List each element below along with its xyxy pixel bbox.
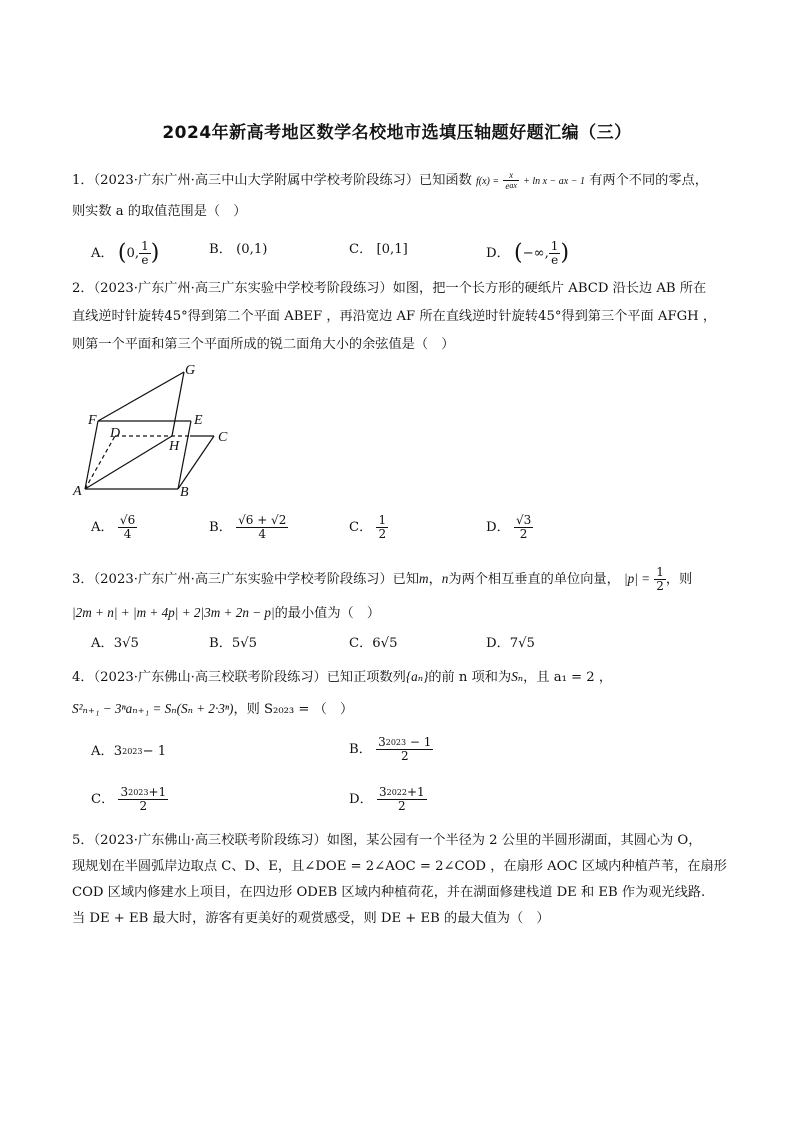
q3-vector-n: n	[441, 571, 449, 586]
q3-option-d-text: 7√5	[509, 636, 535, 651]
q3-option-a-label: A．	[91, 636, 114, 651]
q1-option-d-den: e	[551, 253, 559, 267]
q1-option-d-fraction	[549, 240, 561, 267]
edge-fg	[98, 372, 184, 421]
q4-option-a	[91, 742, 166, 762]
q4-option-c-base: 3	[120, 785, 129, 799]
q1-func-num: x	[503, 170, 519, 181]
q2-option-c	[349, 514, 388, 541]
q2-option-a	[91, 514, 137, 541]
edge-ah	[85, 436, 172, 489]
q3-stem-suffix: ，则	[665, 572, 693, 587]
q2-option-c-num: 1	[378, 513, 387, 527]
label-a: A	[73, 484, 82, 499]
q4-option-b-label: B．	[349, 742, 372, 757]
q4-option-a-base: 3	[113, 744, 123, 759]
q2-option-a-den: 4	[123, 527, 132, 541]
q3-stem-end: 的最小值为（ ）	[274, 606, 381, 621]
q3-option-b	[209, 634, 257, 654]
q2-geometry-figure	[70, 360, 245, 500]
q2-option-c-den: 2	[378, 527, 387, 541]
q4-option-c-tail: +1	[148, 785, 167, 799]
q4-option-d-label: D．	[349, 792, 373, 807]
q4-stem-suffix: ，且 a₁ = 2 ，	[523, 670, 613, 685]
q4-option-a-tail: − 1	[142, 744, 167, 759]
q5-line4: 当 DE + EB 最大时，游客有更美好的观赏感受，则 DE + EB 的最大值为（ ）	[72, 911, 550, 926]
q1-option-a-label: A．	[91, 246, 114, 261]
q4-recurrence: S²ₙ₊₁ − 3ⁿaₙ₊₁ = Sₙ(Sₙ + 2·3ⁿ)	[72, 701, 234, 716]
q1-stem-prefix: 1．（2023·广东广州·高三中山大学附属中学校考阶段练习）已知函数	[72, 173, 472, 188]
q1-func-den: e	[505, 181, 510, 191]
label-c: C	[218, 430, 228, 445]
q4-option-d-tail: +1	[406, 785, 425, 799]
q1-option-a-left: 0,	[126, 246, 140, 261]
q4-option-b-den: 2	[400, 749, 409, 763]
label-e: E	[194, 413, 203, 428]
q1-option-b-label: B．	[209, 242, 232, 257]
q1-func-den-sup: ax	[509, 181, 517, 190]
q3-option-c-text: 6√5	[372, 636, 398, 651]
q3-expression: |2m + n| + |m + 4p| + 2|3m + 2n − p|	[72, 605, 275, 620]
q4-option-c	[91, 786, 168, 813]
q1-option-d-label: D．	[486, 246, 510, 261]
q1-stem-suffix: 有两个不同的零点，	[589, 173, 708, 188]
q2-option-c-label: C．	[349, 520, 373, 535]
q3-stem-mid: 为两个相互垂直的单位向量，	[448, 572, 620, 587]
label-h: H	[169, 439, 180, 454]
label-f: F	[88, 413, 97, 428]
q4-line2	[72, 700, 353, 719]
q4-stem-mid: 的前 n 项和为	[428, 670, 512, 685]
q4-option-b-base: 3	[378, 735, 386, 749]
q2-option-b-label: B．	[209, 520, 232, 535]
q2-option-a-num: √6	[119, 513, 136, 527]
q4-stem-prefix: 4．（2023·广东佛山·高三校联考阶段练习）已知正项数列	[72, 670, 406, 685]
q1-line2: 则实数 a 的取值范围是（ ）	[72, 204, 247, 219]
q1-option-b	[209, 240, 267, 260]
q2-option-a-label: A．	[91, 520, 114, 535]
page-title: 2024年新高考地区数学名校地市选填压轴题好题汇编（三）	[162, 123, 632, 143]
q4-sum: Sₙ	[511, 669, 524, 684]
q5-line3: COD 区域内修建水上项目，在四边形 ODEB 区域内种植荷花，并在湖面修建栈道 DE 和 EB 作为观光线路.	[72, 885, 706, 900]
q1-func-rest: + ln x − ax − 1	[523, 176, 585, 187]
q3-option-b-label: B．	[209, 636, 232, 651]
q1-option-b-text: (0,1)	[236, 242, 268, 257]
q4-option-c-label: C．	[91, 792, 115, 807]
q1-line1	[72, 170, 708, 191]
q5-line1: 5．（2023·广东佛山·高三校联考阶段练习）如图，某公园有一个半径为 2 公里的半圆形湖面，其圆心为 O，	[72, 833, 702, 848]
q4-option-b-tail: − 1	[406, 735, 432, 749]
q2-line3: 则第一个平面和第三个平面所成的锐二面角大小的余弦值是（ ）	[72, 337, 455, 352]
q3-option-c-label: C．	[349, 636, 373, 651]
q2-line1: 2．（2023·广东广州·高三广东实验中学校考阶段练习）如图，把一个长方形的硬纸片 ABCD 沿长边 AB 所在	[72, 281, 707, 296]
q2-option-d-num: √3	[515, 513, 532, 527]
q3-stem-prefix: 3．（2023·广东广州·高三广东实验中学校考阶段练习）已知	[72, 572, 420, 587]
q4-option-a-exp: 2023	[122, 747, 143, 756]
q4-sequence: {aₙ}	[405, 669, 429, 684]
q3-option-b-text: 5√5	[231, 636, 258, 651]
q4-option-c-den: 2	[139, 799, 148, 813]
q4-option-b	[349, 736, 433, 763]
q3-option-a-text: 3√5	[113, 636, 139, 651]
q1-option-c	[349, 240, 408, 260]
q4-option-d-base: 3	[378, 785, 387, 799]
q3-option-a	[91, 634, 139, 654]
q4-line1	[72, 668, 612, 687]
q1-option-a-fraction	[139, 240, 151, 267]
q2-option-d	[486, 514, 533, 541]
q1-option-c-label: C．	[349, 242, 373, 257]
q3-line2	[72, 604, 380, 623]
q1-option-c-text: [0,1]	[376, 242, 408, 257]
q1-option-d-num: 1	[550, 239, 559, 253]
q3-option-d-label: D．	[486, 636, 510, 651]
q4-option-d	[349, 786, 427, 813]
q3-option-d	[486, 634, 535, 654]
q1-func-fraction	[503, 170, 519, 191]
q3-vector-m: m	[419, 571, 429, 586]
q1-option-a-num: 1	[141, 239, 149, 253]
q1-option-a-den: e	[141, 253, 149, 267]
q4-option-b-exp: 2023	[385, 738, 407, 747]
q4-option-d-exp: 2022	[386, 788, 407, 797]
q4-option-a-label: A．	[91, 744, 114, 759]
edge-af	[85, 421, 98, 489]
label-d: D	[110, 426, 121, 441]
label-g: G	[185, 363, 196, 378]
q2-option-b-num: √6 + √2	[238, 513, 287, 527]
edge-gh	[172, 372, 184, 436]
q2-option-b	[209, 514, 288, 541]
q1-option-d-left: −∞,	[522, 246, 549, 261]
q3-line1	[72, 566, 692, 593]
q4-option-d-den: 2	[398, 799, 406, 813]
q1-func-lhs: f(x) =	[476, 176, 500, 187]
q3-half-num: 1	[656, 565, 664, 579]
q3-half-den: 2	[656, 579, 664, 593]
label-b: B	[180, 485, 189, 500]
q3-separator: ，	[428, 572, 442, 587]
q2-option-d-label: D．	[486, 520, 510, 535]
q3-option-c	[349, 634, 397, 654]
q1-option-d: D． (−∞, $\frac{1}{e}$ )	[486, 239, 570, 267]
q2-option-b-den: 4	[258, 527, 267, 541]
q4-stem-end: ，则 S₂₀₂₃ = （ ）	[233, 702, 354, 717]
q2-option-d-den: 2	[519, 527, 528, 541]
q2-line2: 直线逆时针旋转45°得到第二个平面 ABEF ，再沿宽边 AF 所在直线逆时针旋转45°得到第三个平面 AFGH ，	[72, 309, 717, 324]
q5-line2: 现规划在半圆弧岸边取点 C、D、E，且∠DOE = 2∠AOC = 2∠COD ，在扇形 AOC 区域内种植芦苇，在扇形	[72, 859, 727, 874]
q1-option-a: A． (0, $\frac{1}{e}$ )	[91, 239, 160, 267]
q4-option-c-exp: 2023	[128, 788, 149, 797]
q3-abs-p: |p| =	[624, 571, 651, 586]
